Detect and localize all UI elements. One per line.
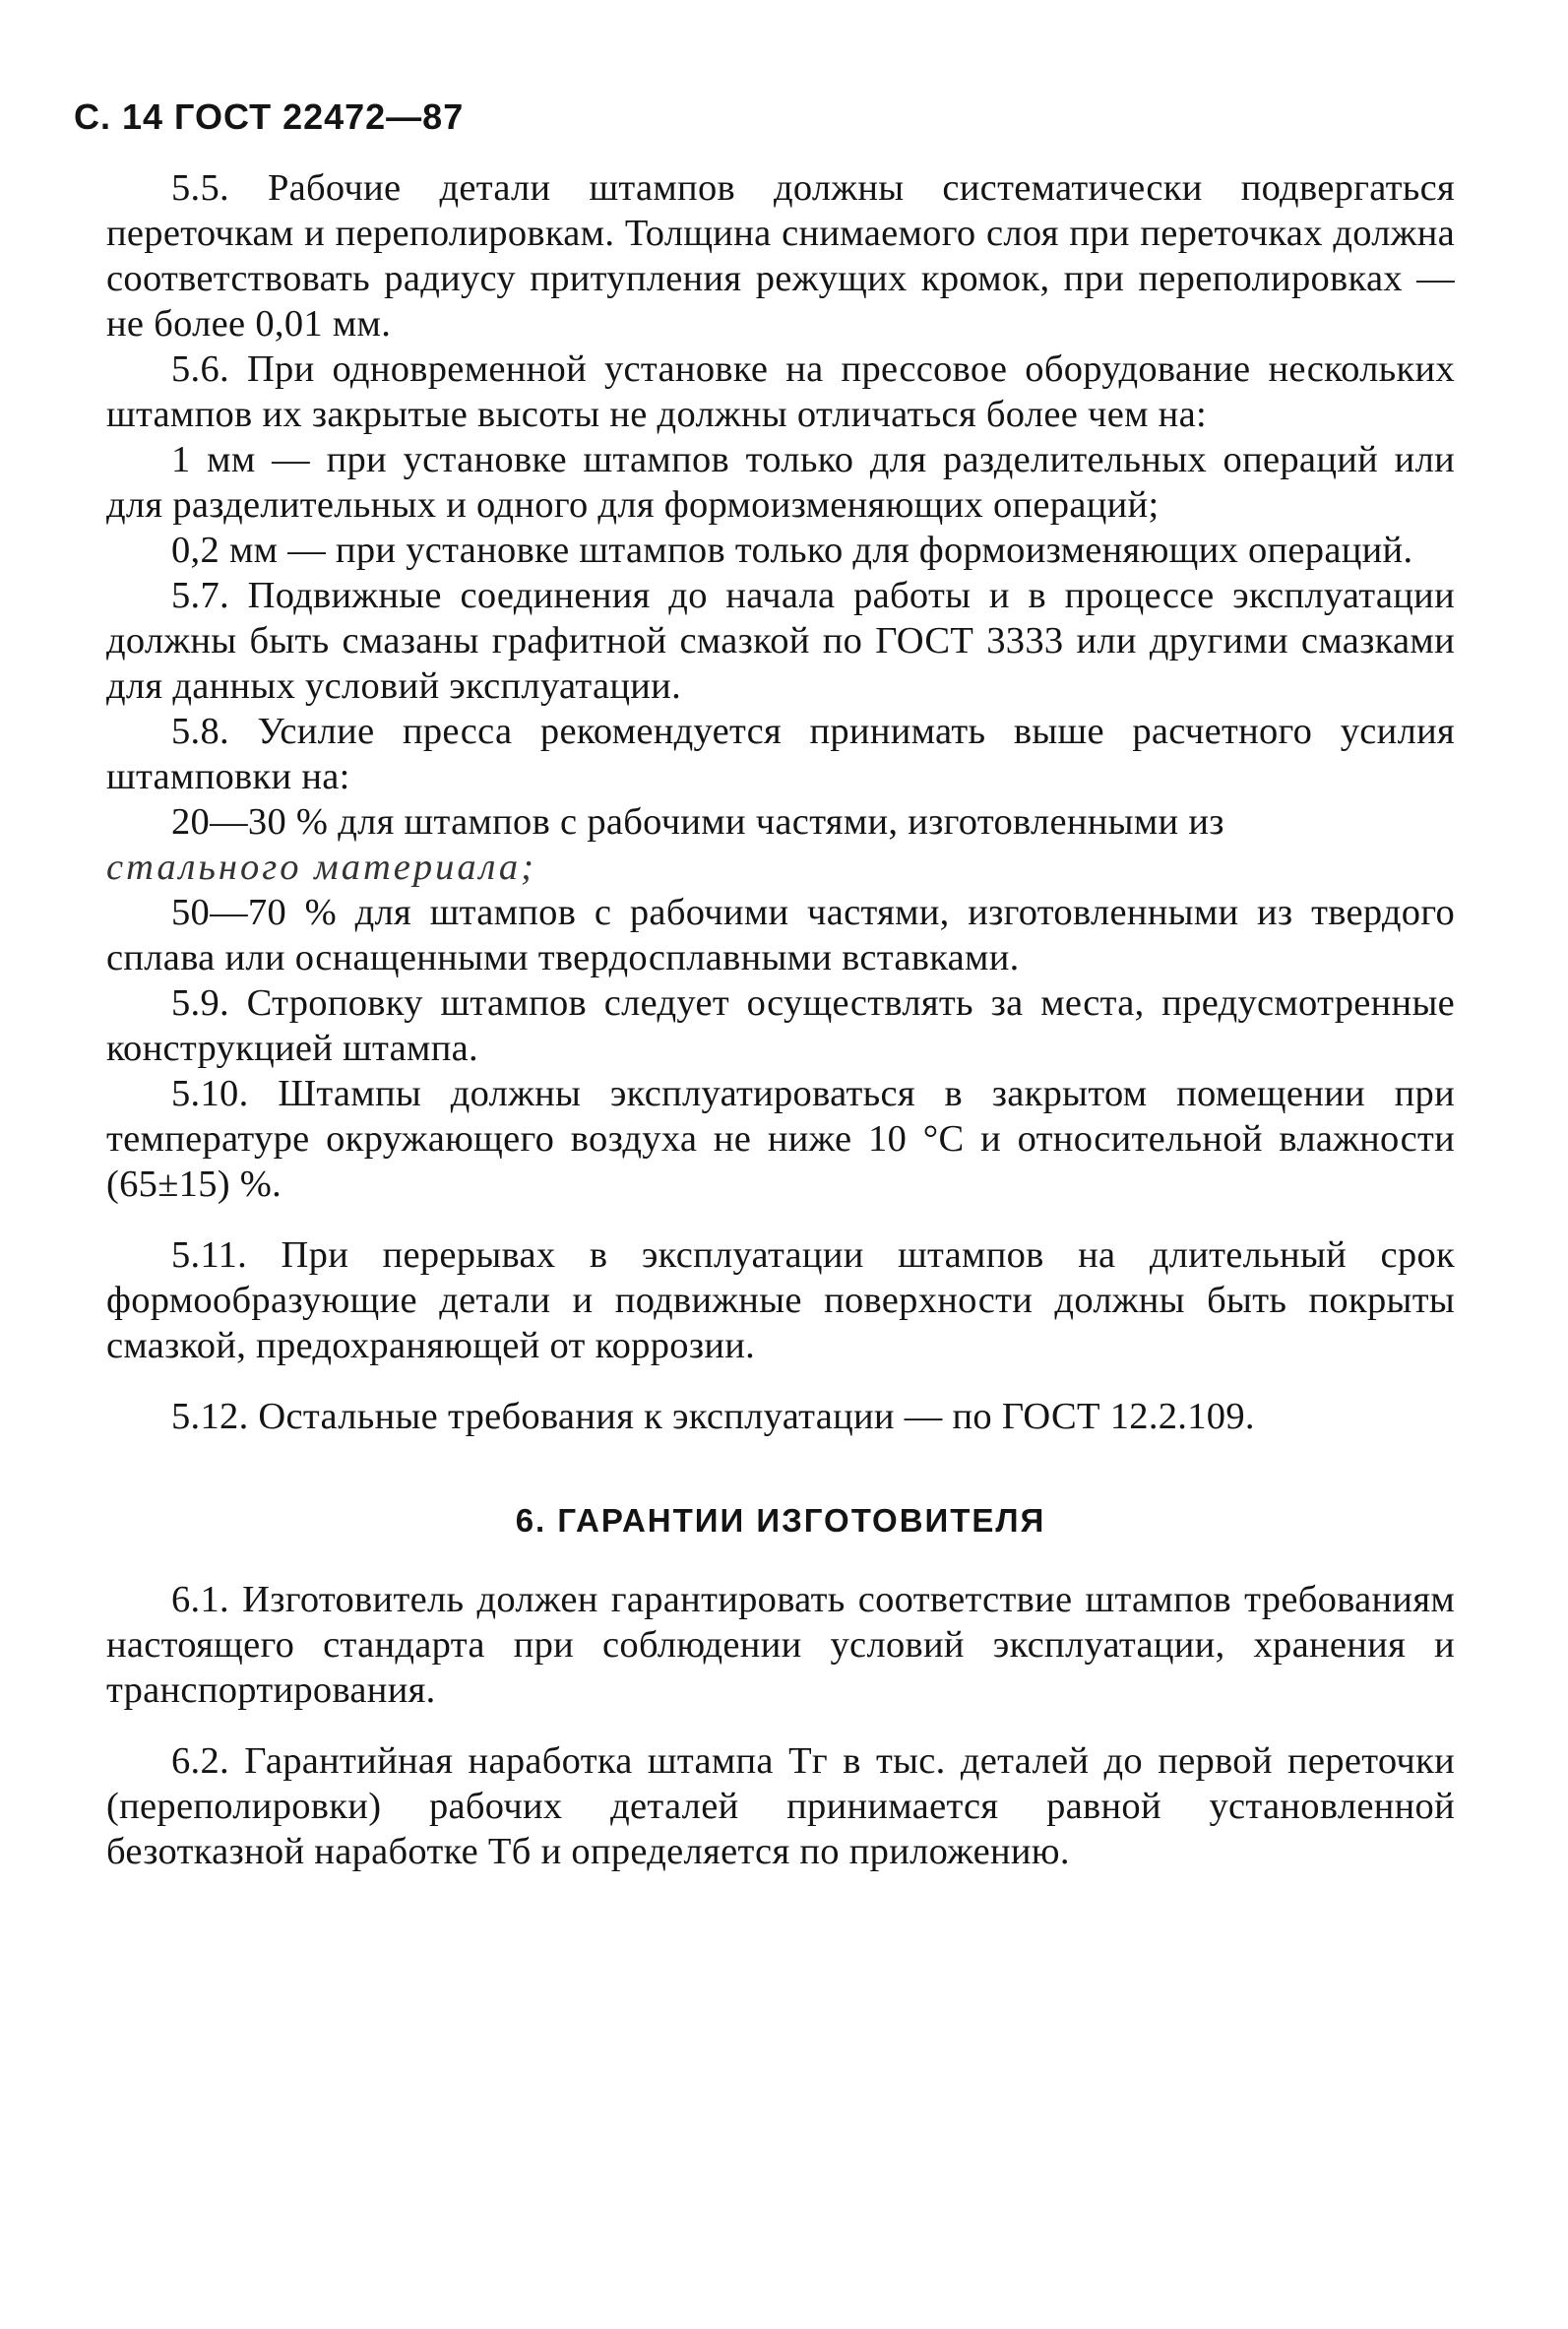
paragraph-5-12: 5.12. Остальные требования к эксплуатации — по ГОСТ 12.2.109. [171,1396,1255,1437]
paragraph-5-6-item-1: 1 мм — при установке штампов только для разделительных операций или для разделительных и одного для формоизменяющих операций; [106,439,1455,526]
paragraph-5-9: 5.9. Строповку штампов следует осуществлять за места, предусмотренные конструкцией штампа. [106,982,1455,1069]
paragraph-5-5: 5.5. Рабочие детали штампов должны систематически подвергаться переточкам и переполировкам. Толщина снимаемого слоя при переточках должна соответствовать радиусу притупления режущих кромок, при переполировках — не более 0,01 мм. [106,167,1455,345]
paragraph-5-8-item-1-continued: стального материала; [106,847,536,888]
paragraph-5-8-item-2: 50—70 % для штампов с рабочими частями, изготовленными из твердого сплава или оснащенными твердосплавными вставками. [106,892,1455,978]
paragraph-6-1: 6.1. Изготовитель должен гарантировать соответствие штампов требованиям настоящего стандарта при соблюдении условий эксплуатации, хранения и транспортирования. [106,1579,1455,1711]
paragraph-5-8: 5.8. Усилие пресса рекомендуется принимать выше расчетного усилия штамповки на: [106,711,1455,797]
paragraph-5-11: 5.11. При перерывах в эксплуатации штампов на длительный срок формообразующие детали и подвижные поверхности должны быть покрыты смазкой, предохраняющей от коррозии. [106,1234,1455,1366]
paragraph-5-10: 5.10. Штампы должны эксплуатироваться в закрытом помещении при температуре окружающего воздуха не ниже 10 °С и относительной влажности (65±15) %. [106,1073,1455,1205]
page-header: С. 14 ГОСТ 22472—87 [74,96,465,137]
paragraph-5-6-item-2: 0,2 мм — при установке штампов только для формоизменяющих операций. [171,530,1413,571]
document-body [106,165,1455,1874]
paragraph-5-8-item-1: 20—30 % для штампов с рабочими частями, изготовленными из [171,801,1224,843]
paragraph-5-6: 5.6. При одновременной установке на прессовое оборудование нескольких штампов их закрытые высоты не должны отличаться более чем на: [106,348,1455,435]
paragraph-6-2: 6.2. Гарантийная наработка штампа Тг в тыс. деталей до первой переточки (переполировки) рабочих деталей принимается равной установленной безотказной наработке Тб и определяется по приложению. [106,1740,1455,1872]
paragraph-5-7: 5.7. Подвижные соединения до начала работы и в процессе эксплуатации должны быть смазаны графитной смазкой по ГОСТ 3333 или другими смазками для данных условий эксплуатации. [106,575,1455,707]
section-6-title: 6. ГАРАНТИИ ИЗГОТОВИТЕЛЯ [515,1502,1046,1539]
